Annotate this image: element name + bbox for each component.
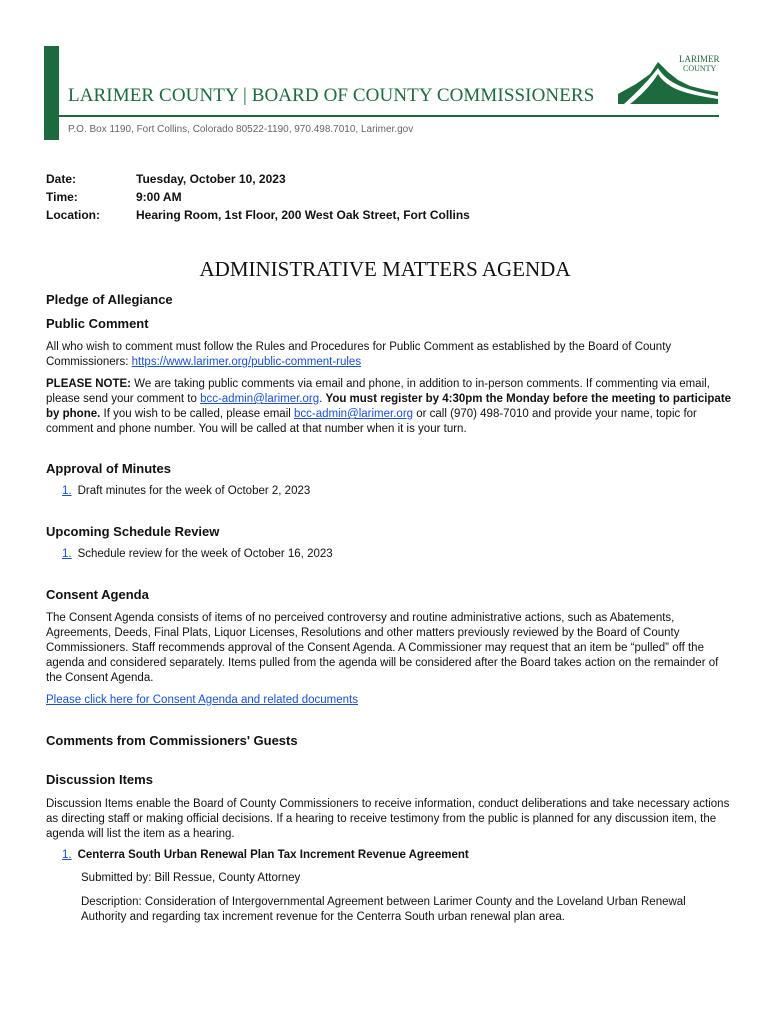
date-value: Tuesday, October 10, 2023 bbox=[136, 172, 286, 186]
guests-heading: Comments from Commissioners' Guests bbox=[46, 733, 298, 748]
time-label: Time: bbox=[46, 190, 78, 204]
consent-heading: Consent Agenda bbox=[46, 587, 149, 602]
public-comment-intro bbox=[46, 340, 736, 370]
schedule-item-text: Schedule review for the week of October 16, 2023 bbox=[77, 548, 333, 560]
time-value: 9:00 AM bbox=[136, 190, 182, 204]
larimer-county-logo bbox=[616, 54, 720, 106]
logo-text-line1: LARIMER bbox=[679, 54, 720, 64]
note-text-2: . bbox=[319, 393, 326, 405]
discussion-description: Description: Consideration of Intergovernmental Agreement between Larimer County and the Loveland Urban Renewal Authority and regarding tax increment revenue for the Centerra South urban renewal plan area. bbox=[81, 896, 686, 923]
meeting-details bbox=[46, 170, 470, 224]
discussion-item-number[interactable]: 1. bbox=[62, 849, 72, 861]
discussion-item bbox=[62, 849, 469, 861]
consent-text: The Consent Agenda consists of items of no perceived controversy and routine administrative actions, such as Abatements, Agreements, Deeds, Final Plats, Liquor Licenses, Resolutions and other matters previously reviewed by the Board of County Commissioners. Staff recommends approval of the Consent Agenda. A Commissioner may request that an item be “pulled” off the agenda and considered separately. Items pulled from the agenda will be considered after the Board takes action on the remainder of the Consent Agenda. bbox=[46, 612, 719, 684]
location-value: Hearing Room, 1st Floor, 200 West Oak Street, Fort Collins bbox=[136, 208, 470, 222]
minutes-item-text: Draft minutes for the week of October 2, 2023 bbox=[77, 485, 311, 497]
public-comment-rules-link[interactable]: https://www.larimer.org/public-comment-rules bbox=[131, 356, 362, 368]
minutes-item bbox=[62, 485, 310, 497]
public-comment-note bbox=[46, 377, 736, 437]
public-comment-intro-text: All who wish to comment must follow the Rules and Procedures for Public Comment as established by the Board of County Commissioners: bbox=[46, 341, 672, 368]
header-title: LARIMER COUNTY | BOARD OF COUNTY COMMISSIONERS bbox=[68, 85, 595, 106]
consent-documents-link[interactable]: Please click here for Consent Agenda and related documents bbox=[46, 694, 358, 706]
discussion-heading: Discussion Items bbox=[46, 772, 153, 787]
note-text-4: or call (970) 498-7010 and provide your name, topic for comment and phone number. You will be called at that number when it is your turn. bbox=[46, 408, 697, 435]
email-link-1[interactable]: bcc-admin@larimer.org bbox=[200, 393, 320, 405]
discussion-submitted-by: Submitted by: Bill Ressue, County Attorney bbox=[81, 872, 301, 884]
agenda-title: ADMINISTRATIVE MATTERS AGENDA bbox=[199, 257, 571, 281]
note-register-deadline: You must register by 4:30pm the Monday before the meeting to participate by phone. bbox=[46, 393, 732, 420]
header-divider bbox=[59, 115, 719, 117]
header-address: P.O. Box 1190, Fort Collins, Colorado 80522-1190, 970.498.7010, Larimer.gov bbox=[68, 124, 414, 135]
schedule-item-number[interactable]: 1. bbox=[62, 548, 72, 560]
note-label: PLEASE NOTE: bbox=[46, 378, 131, 390]
location-row bbox=[46, 206, 470, 224]
note-text-1: We are taking public comments via email and phone, in addition to in-person comments. If commenting via email, please send your comment to bbox=[46, 378, 710, 405]
time-row bbox=[46, 188, 470, 206]
date-row bbox=[46, 170, 470, 188]
pledge-heading: Pledge of Allegiance bbox=[46, 292, 173, 307]
logo-text-line2: COUNTY bbox=[683, 64, 717, 73]
note-text-3: If you wish to be called, please email bbox=[100, 408, 294, 420]
date-label: Date: bbox=[46, 172, 77, 186]
schedule-item bbox=[62, 548, 333, 560]
header-accent-bar bbox=[44, 46, 59, 140]
public-comment-heading: Public Comment bbox=[46, 316, 149, 331]
location-label: Location: bbox=[46, 208, 100, 222]
discussion-item-title: Centerra South Urban Renewal Plan Tax Increment Revenue Agreement bbox=[77, 849, 469, 861]
minutes-heading: Approval of Minutes bbox=[46, 461, 171, 476]
schedule-heading: Upcoming Schedule Review bbox=[46, 524, 220, 539]
minutes-item-number[interactable]: 1. bbox=[62, 485, 72, 497]
consent-link-line bbox=[46, 693, 736, 708]
discussion-text: Discussion Items enable the Board of County Commissioners to receive information, conduct deliberations and take necessary actions as directing staff or making official decisions. If a hearing to receive testimony from the public is planned for any discussion item, the agenda will list the item as a hearing. bbox=[46, 798, 730, 840]
email-link-2[interactable]: bcc-admin@larimer.org bbox=[294, 408, 414, 420]
